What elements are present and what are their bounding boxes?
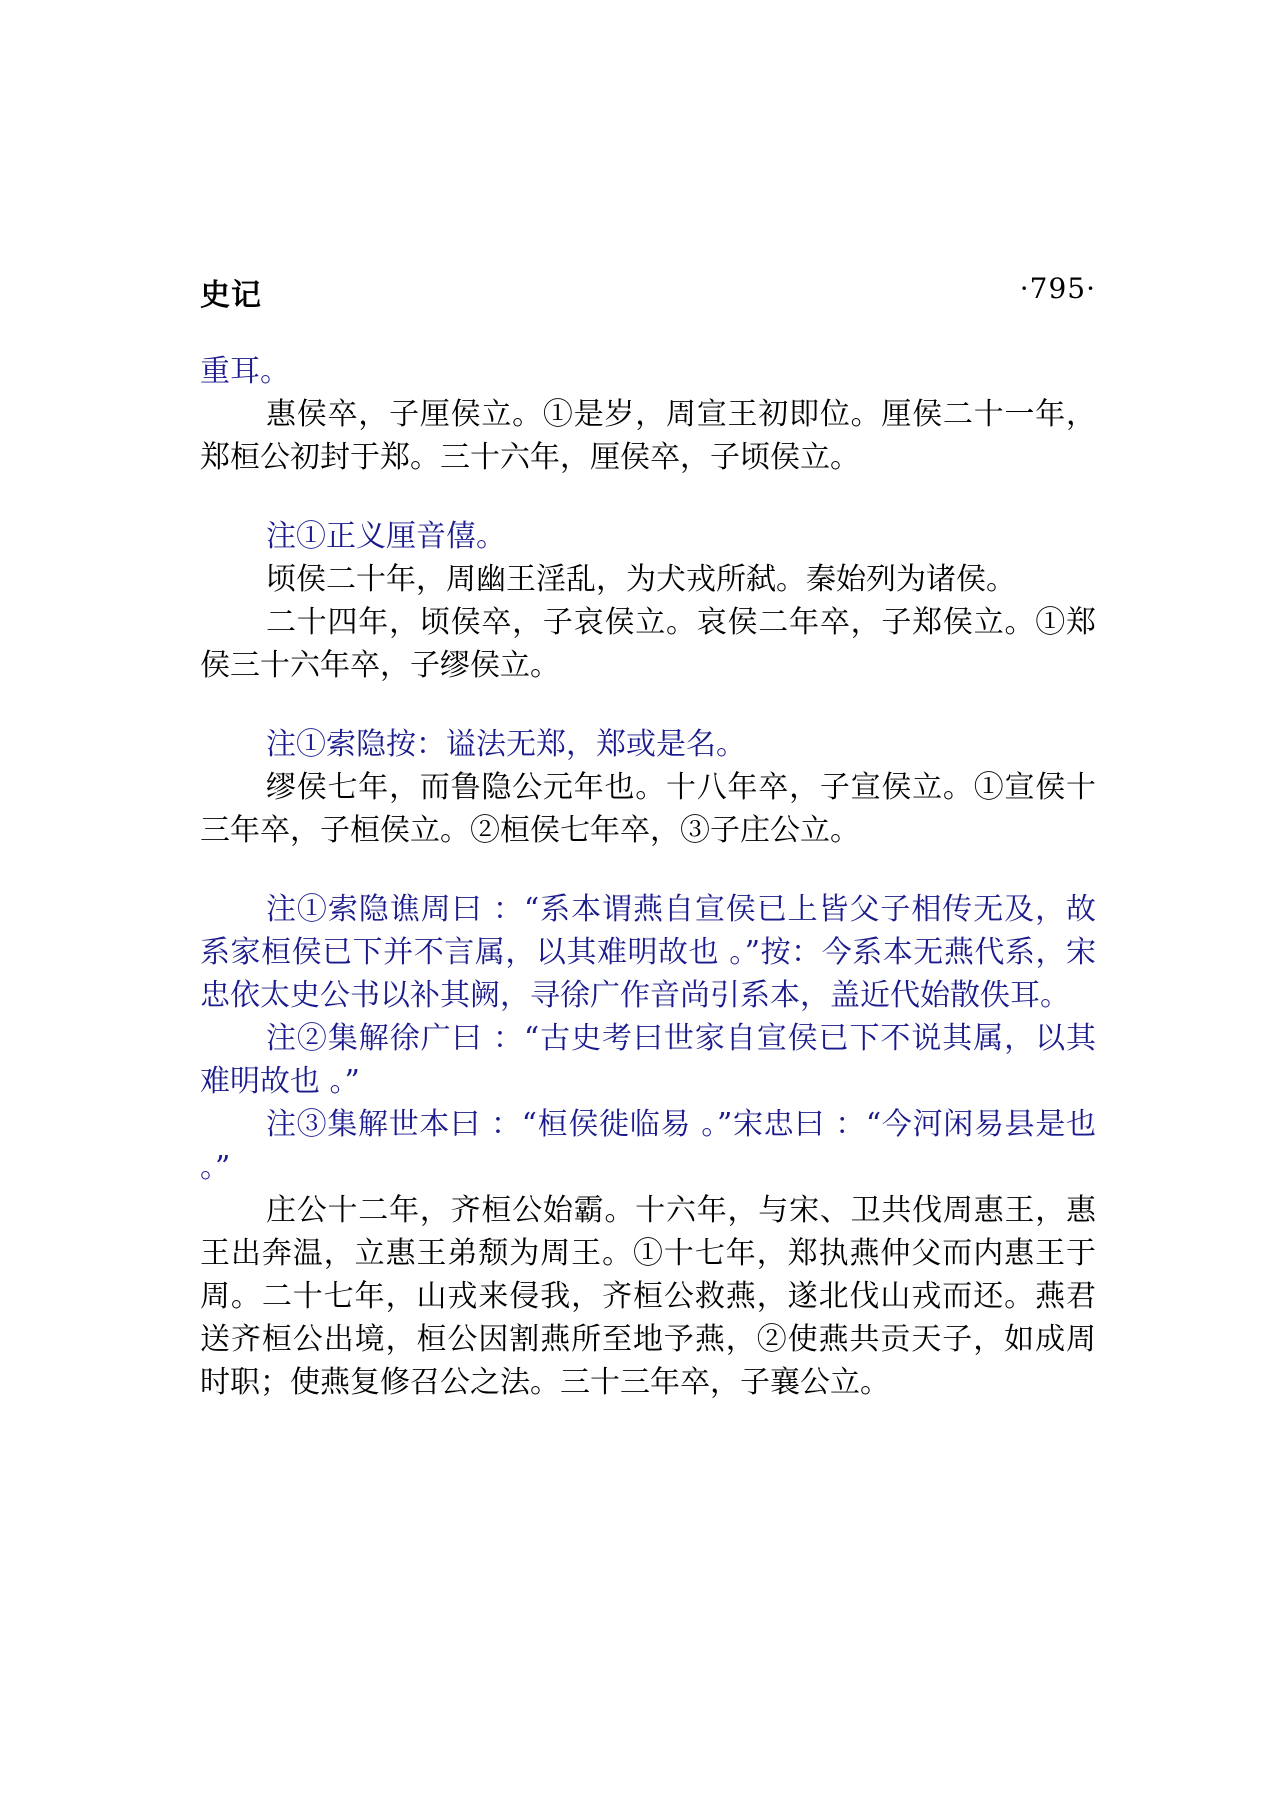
body-paragraph: 惠侯卒，子厘侯立。①是岁，周宣王初即位。厘侯二十一年，郑桓公初封于郑。三十六年，厘侯卒，子顷侯立。	[200, 397, 1096, 475]
page-number: ·795·	[1019, 272, 1096, 305]
body-paragraph: 庄公十二年，齐桓公始霸。十六年，与宋、卫共伐周惠王，惠王出奔温，立惠王弟颓为周王。①十七年，郑执燕仲父而内惠王于周。二十七年，山戎来侵我，齐桓公救燕，遂北伐山戎而还。燕君送齐桓公出境，桓公因割燕所至地予燕，②使燕共贡天子，如成周时职；使燕复修召公之法。三十三年卒，子襄公立。	[200, 1193, 1096, 1400]
annotation-note: 注②集解徐广曰 ：“古史考曰世家自宣侯已下不说其属，以其难明故也 。”	[200, 1021, 1096, 1099]
book-title: 史记	[200, 278, 262, 313]
spacer	[200, 852, 1096, 888]
annotation-note: 注①索隐谯周曰 ：“系本谓燕自宣侯已上皆父子相传无及，故系家桓侯已下并不言属，以其难明故也 。”按：今系本无燕代系，宋忠依太史公书以补其阙，寻徐广作音尚引系本，盖近代始散佚耳。	[200, 892, 1096, 1013]
body-paragraph: 缪侯七年，而鲁隐公元年也。十八年卒，子宣侯立。①宣侯十三年卒，子桓侯立。②桓侯七年卒，③子庄公立。	[200, 770, 1096, 848]
spacer	[200, 687, 1096, 723]
annotation-note: 注①索隐按：谥法无郑，郑或是名。	[266, 727, 746, 762]
spacer	[200, 479, 1096, 515]
continued-text-line: 重耳。	[200, 354, 290, 389]
running-header	[200, 270, 1096, 314]
annotation-note: 注①正义厘音僖。	[266, 519, 506, 554]
page-body	[200, 350, 1096, 1404]
body-paragraph: 二十四年，顷侯卒，子哀侯立。哀侯二年卒，子郑侯立。①郑侯三十六年卒，子缪侯立。	[200, 605, 1096, 683]
annotation-note: 注③集解世本曰 ：“桓侯徙临易 。”宋忠曰 ：“今河闲易县是也 。”	[200, 1107, 1096, 1185]
body-paragraph: 顷侯二十年，周幽王淫乱，为犬戎所弑。秦始列为诸侯。	[266, 562, 1016, 597]
